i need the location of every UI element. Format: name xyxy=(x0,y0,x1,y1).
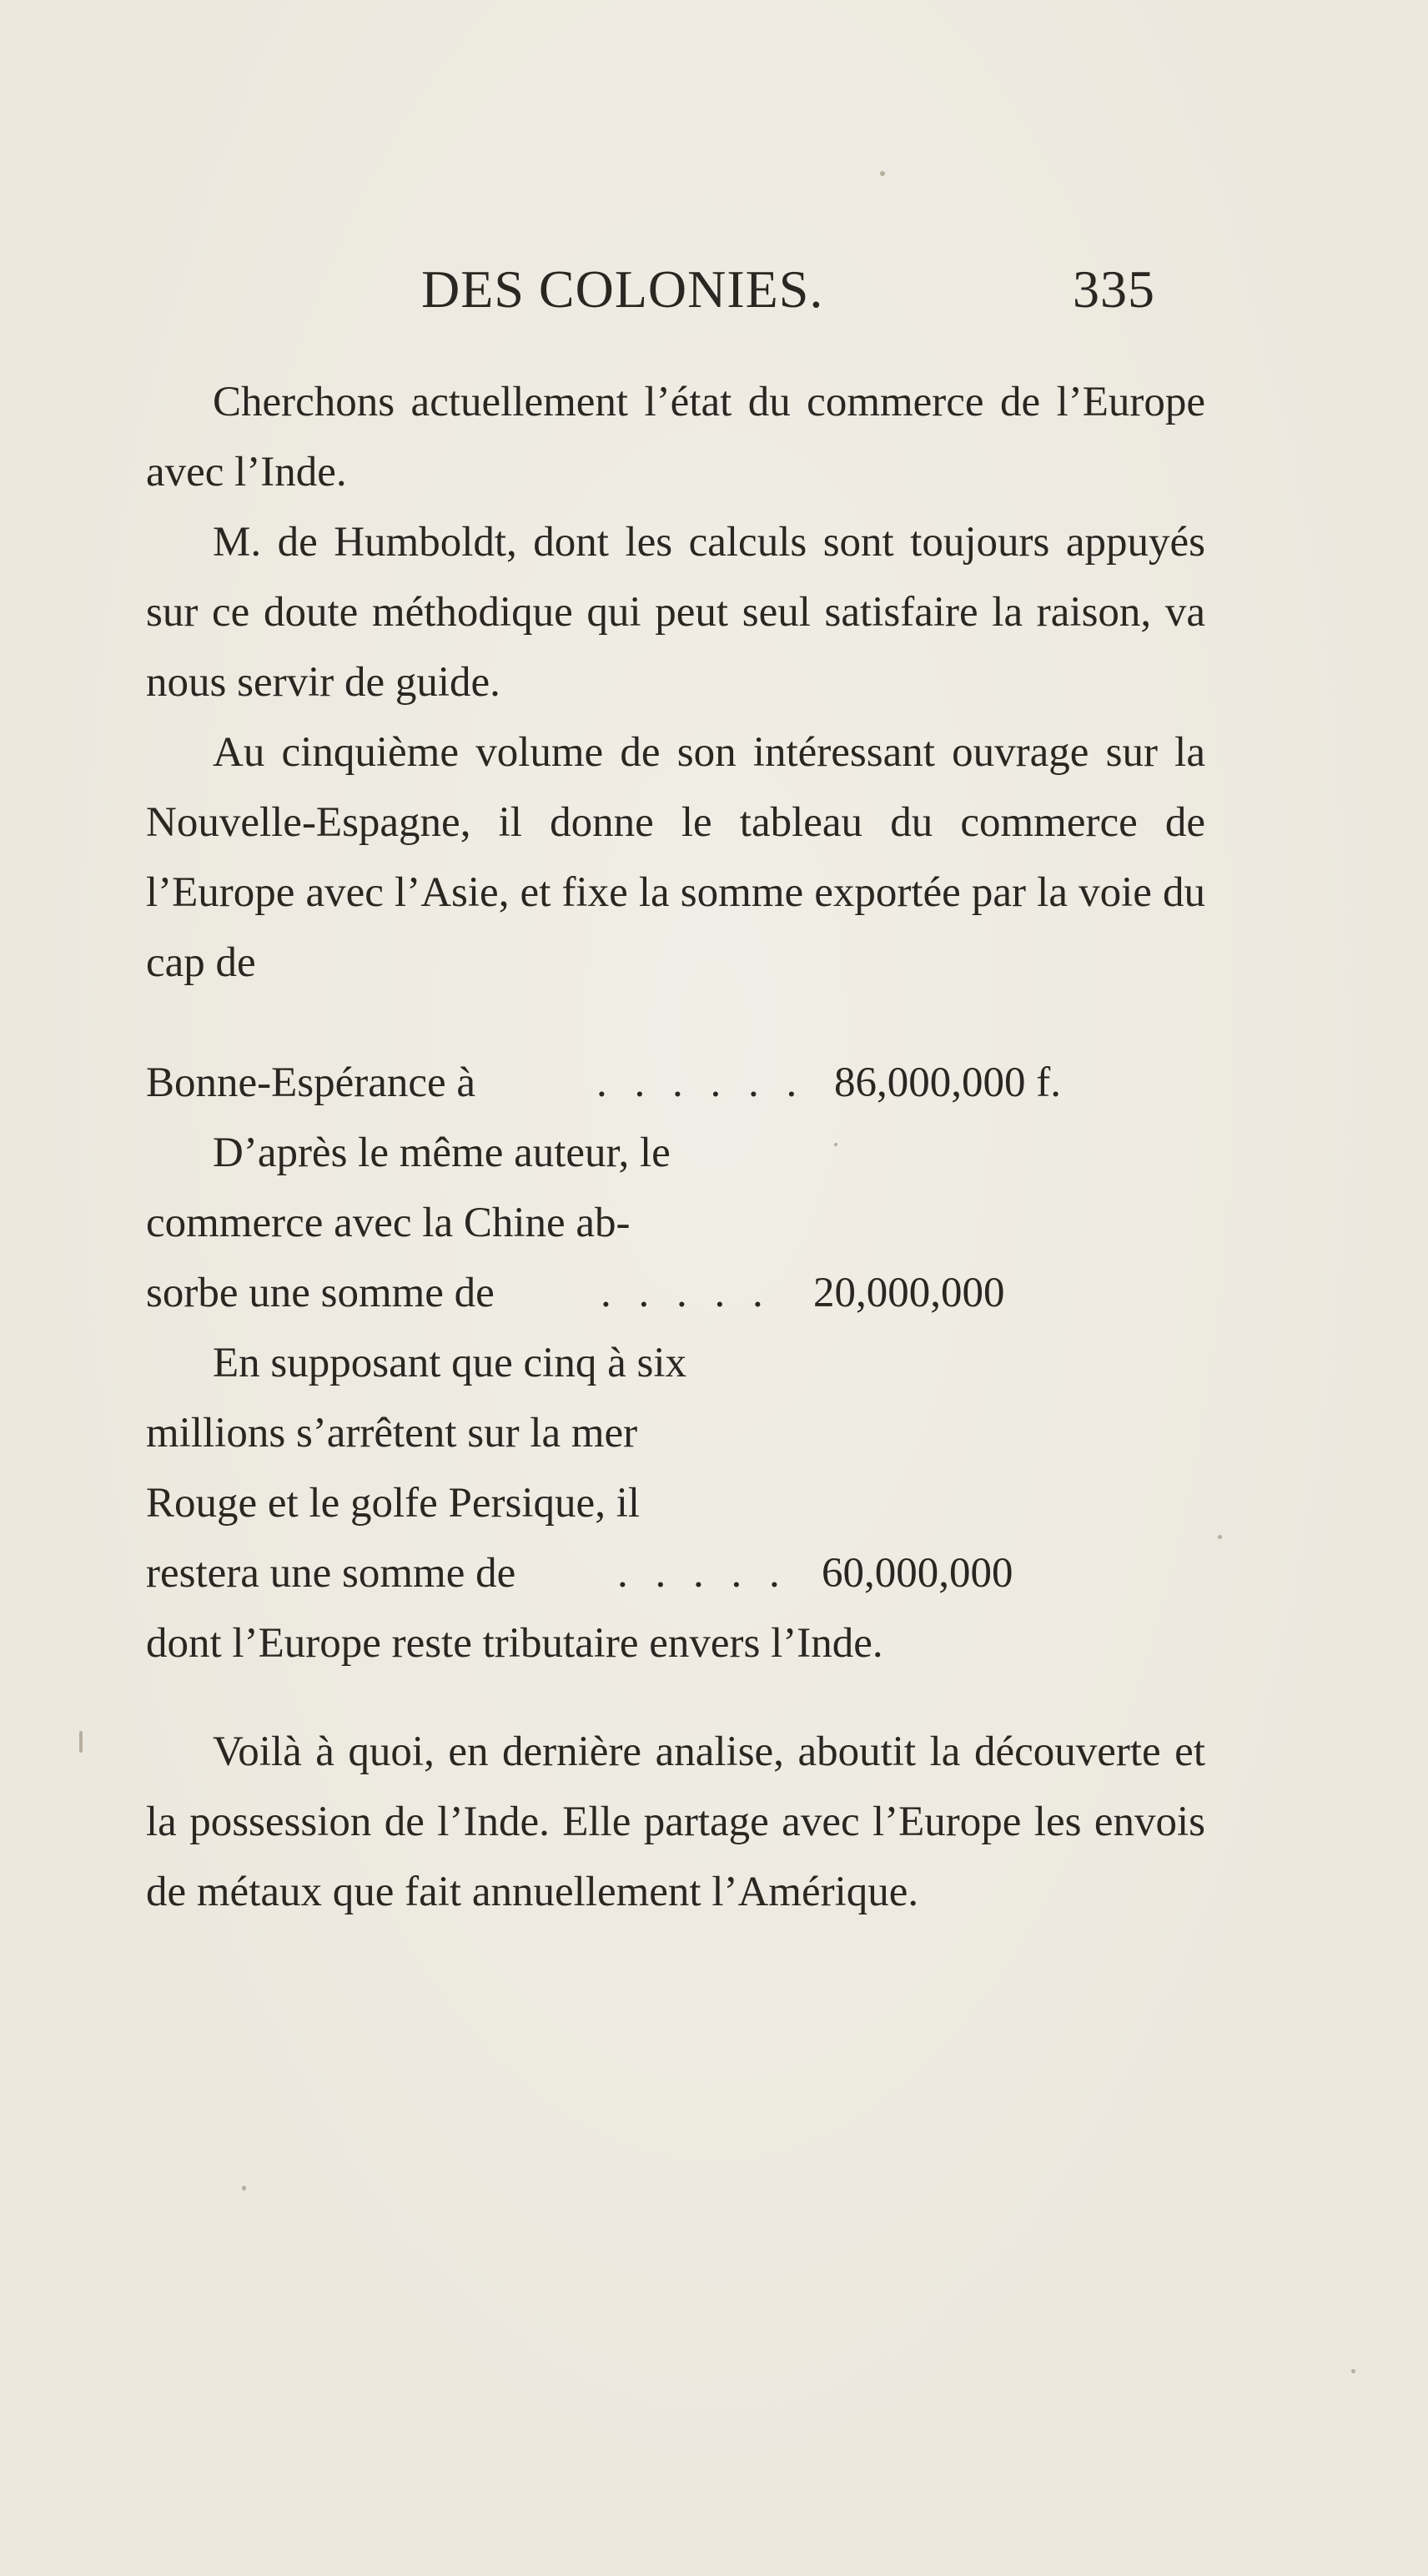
row-mer-line3 xyxy=(146,1468,1205,1538)
paper-speck xyxy=(880,171,885,176)
amount-value: 20,000,000 xyxy=(813,1270,1005,1316)
amount-value: 60,000,000 xyxy=(822,1550,1013,1597)
row-label: sorbe une somme de xyxy=(146,1270,495,1316)
row-label: commerce avec la Chine ab- xyxy=(146,1200,631,1246)
row-label: millions s’arrêtent sur la mer xyxy=(146,1410,638,1457)
leader-dots: . . . . . . xyxy=(596,1059,806,1106)
paragraph-2: M. de Humboldt, dont les calculs sont toujours appuyés sur ce doute méthodique qui peut seul satisfaire la raison, va nous servir de guide. xyxy=(146,519,1205,706)
running-title: DES COLONIES. xyxy=(421,259,824,319)
paper-speck xyxy=(834,1143,837,1146)
paragraph-1: Cherchons actuellement l’état du commerce de l’Europe avec l’Inde. xyxy=(146,379,1205,496)
amount-row-cape xyxy=(146,1048,1205,1118)
row-label: dont l’Europe reste tributaire envers l’Inde. xyxy=(146,1620,883,1667)
row-label: restera une somme de xyxy=(146,1550,516,1597)
paper-mark xyxy=(79,1731,83,1753)
row-label: Bonne-Espérance à xyxy=(146,1059,476,1106)
amount-value: 86,000,000 f. xyxy=(834,1059,1061,1106)
row-label: En supposant que cinq à six xyxy=(213,1340,686,1386)
page-header xyxy=(421,259,1155,325)
body-text-top xyxy=(146,367,1205,998)
amount-row-chine xyxy=(146,1258,1205,1328)
body-text-bottom xyxy=(146,1717,1205,1927)
paper-speck xyxy=(1351,2369,1355,2373)
paper-speck xyxy=(1218,1535,1222,1539)
row-chine-line1 xyxy=(146,1118,1205,1188)
row-conclusion xyxy=(146,1608,1205,1678)
row-chine-line2 xyxy=(146,1188,1205,1258)
leader-dots: . . . . . xyxy=(601,1270,772,1316)
row-label: D’après le même auteur, le xyxy=(213,1130,671,1176)
row-mer-line1 xyxy=(146,1328,1205,1398)
page-number: 335 xyxy=(1073,259,1155,319)
amount-row-mer xyxy=(146,1538,1205,1608)
row-mer-line2 xyxy=(146,1398,1205,1468)
leader-dots: . . . . . xyxy=(617,1550,788,1597)
paragraph-3: Au cinquième volume de son intéressant ouvrage sur la Nouvelle-Espagne, il donne le tableau du commerce de l’Europe avec l’Asie, et fixe la somme exportée par la voie du cap de xyxy=(146,729,1205,986)
paragraph-final: Voilà à quoi, en dernière analise, aboutit la découverte et la possession de l’Inde. Elle partage avec l’Europe les envois de métaux que fait annuellement l’Amérique. xyxy=(146,1728,1205,1915)
paper-speck xyxy=(242,2186,246,2191)
row-label: Rouge et le golfe Persique, il xyxy=(146,1480,641,1527)
